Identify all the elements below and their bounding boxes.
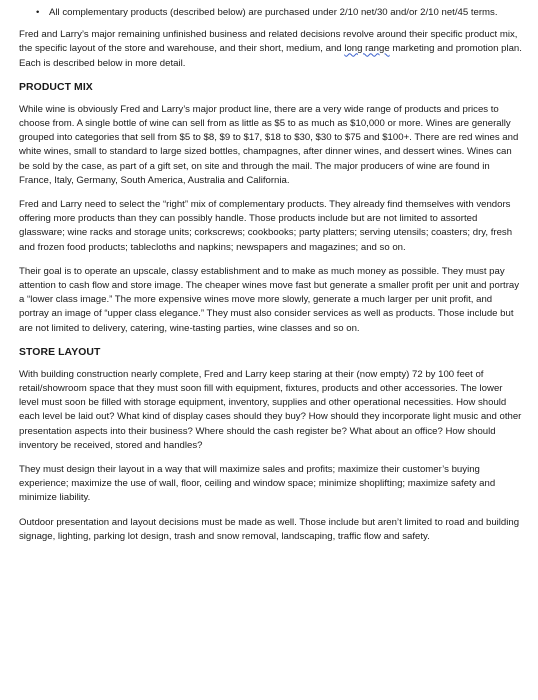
spellcheck-underlined-phrase: long range xyxy=(344,43,390,55)
store-layout-paragraph-1: With building construction nearly complete, Fred and Larry keep staring at their (now empty) 72 by 100 feet of retail/showroom space that they must soon fill with equipment, fixtures, products and other accessories. The lower level must soon be filled with storage equipment, inventory, supplies and other operational necessities. How should each level be laid out? What kind of display cases should they buy? How should they incorporate light music and other presentation aspects into their business? Where should the cash register be? What about an office? How should inventory be received, stored and handles? xyxy=(19,368,522,451)
store-layout-paragraph-3: Outdoor presentation and layout decisions must be made as well. Those include but aren’t limited to road and building signage, lighting, parking lot design, trash and snow removal, landscaping, traffic flow and safety. xyxy=(19,516,520,542)
terms-bullet-item xyxy=(19,6,524,20)
intro-text-after: marketing and promotion plan. Each is described below in more detail. xyxy=(19,43,522,69)
intro-paragraph xyxy=(19,28,524,71)
product-mix-heading: PRODUCT MIX xyxy=(19,81,93,93)
bullet-icon: • xyxy=(36,7,40,18)
product-mix-paragraph-2: Fred and Larry need to select the “right” mix of complementary products. They already find themselves with vendors offering more products than they can possibly handle. Those products include but are not limited to assorted glassware; wine racks and storage units; corkscrews; cookbooks; party platters; serving utensils; coasters; dry, fresh and frozen food products; tablecloths and napkins; newspapers and magazines; and so on. xyxy=(19,199,513,253)
intro-text-before: Fred and Larry’s major remaining unfinished business and related decisions revolve around their specific product mix, the specific layout of the store and warehouse, and their short, medium, and xyxy=(19,29,518,55)
product-mix-paragraph-3: Their goal is to operate an upscale, classy establishment and to make as much money as possible. They must pay attention to cash flow and store image. The cheaper wines move fast but generate a smaller profit per unit and portray a “lower class image.” The more expensive wines move more slowly, generate a much larger per unit profit, and portray an image of “upper class elegance.” They must also consider services as well as products. Those include but are not limited to delivery, catering, wine-tasting parties, wine classes and so on. xyxy=(19,265,520,334)
product-mix-paragraph-1: While wine is obviously Fred and Larry’s major product line, there are a very wide range of products and prices to choose from. A single bottle of wine can sell from as little as $5 to as much as $10,000 or more. Wines are generally grouped into categories that sell from $5 to $8, $9 to $17, $18 to $30, $30 to $75 and $100+. There are red wines and white wines, small to standard to large sized bottles, champagnes, after dinner wines, and dessert wines. Wines can be sold by the case, as part of a gift set, on site and through the mail. The major producers of wine are found in France, Italy, Germany, South America, Australia and California. xyxy=(19,103,519,186)
terms-bullet-text: All complementary products (described below) are purchased under 2/10 net/30 and/or 2/10 net/45 terms. xyxy=(49,7,498,18)
store-layout-paragraph-2: They must design their layout in a way that will maximize sales and profits; maximize their customer’s buying experience; maximize the use of wall, floor, ceiling and window space; minimize shoplifting; maximize safety and minimize liability. xyxy=(19,464,496,504)
store-layout-heading: STORE LAYOUT xyxy=(19,346,101,358)
